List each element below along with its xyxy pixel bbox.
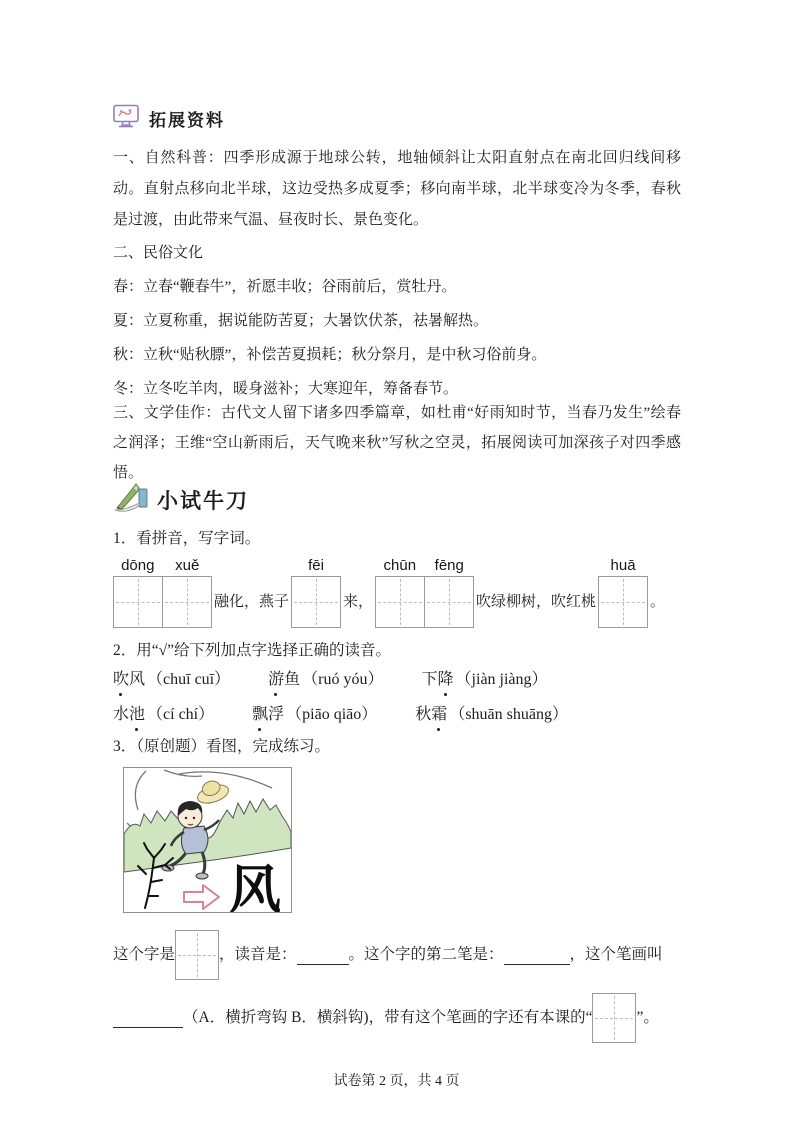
q3-text-1: 这个字是 — [113, 946, 176, 963]
writing-pen-icon — [113, 483, 149, 518]
folk-item-autumn: 秋：立秋“贴秋膘”，补偿苦夏损耗；秋分祭月，是中秋习俗前身。 — [113, 347, 547, 363]
writing-grid-hua[interactable] — [598, 558, 648, 628]
pinyin-label: huā — [610, 557, 636, 574]
page-footer: 试卷第 2 页，共 4 页 — [333, 1074, 460, 1089]
pronunciation-choice-row-2 — [113, 703, 681, 727]
answer-blank-stroke[interactable] — [504, 945, 570, 965]
pinyin-label: fēi — [308, 557, 324, 574]
monitor-icon — [113, 104, 139, 133]
exercise3-question-line-1 — [113, 930, 681, 980]
wind-illustration — [123, 767, 292, 913]
writing-grid-chun-feng[interactable] — [375, 558, 474, 628]
practice-section-title: 小试牛刀 — [157, 489, 249, 513]
pinyin-choice-item[interactable]: 游鱼 （ruó yóu） — [268, 668, 383, 692]
pinyin-writing-exercise-row — [113, 558, 681, 628]
exercise3-question-line-2 — [113, 993, 681, 1043]
answer-blank-stroke-name[interactable] — [113, 1008, 183, 1028]
exercise2-title: 2．用“√”给下列加点字选择正确的读音。 — [113, 642, 392, 659]
flying-hat — [194, 777, 231, 807]
answer-grid-1[interactable] — [175, 930, 219, 980]
pinyin-label: chūn fēng — [383, 557, 464, 574]
section-title-extended-materials: 拓展资料 — [149, 110, 225, 130]
exercise1-text-2: 来， — [343, 594, 374, 610]
pinyin-choice-item[interactable]: 水池 （cí chí） — [113, 703, 214, 727]
answer-blank-reading[interactable] — [297, 945, 349, 965]
folk-item-winter: 冬：立冬吃羊肉，暖身滋补；大寒迎年，筹备春节。 — [113, 381, 459, 397]
practice-section-header — [113, 484, 681, 516]
extended-materials-header — [113, 104, 681, 132]
exercise1-text-3: 吹绿柳树，吹红桃 — [476, 594, 597, 610]
q3-text-2: ，读音是： — [219, 946, 297, 963]
exercise3-title: 3．（原创题）看图，完成练习。 — [113, 738, 331, 755]
exercise1-title: 1．看拼音，写字词。 — [113, 530, 261, 547]
q3-text-4: ，这个笔画叫 — [569, 946, 663, 963]
q3-text-3: 。这个字的第二笔是： — [348, 946, 504, 963]
folk-culture-title: 二、民俗文化 — [113, 245, 204, 261]
literature-paragraph: 三、文学佳作：古代文人留下诸多四季篇章，如杜甫“好雨知时节，当春乃发生”绘春之润泽；王维“空山新雨后，天气晚来秋”写秋之空灵，拓展阅读可加深孩子对四季感悟。 — [113, 405, 681, 481]
exercise1-text-4: 。 — [650, 594, 666, 610]
writing-grid-fei[interactable] — [291, 558, 341, 628]
arrow-icon — [184, 885, 219, 909]
pinyin-label: dōng xuě — [121, 557, 200, 574]
pinyin-choice-item[interactable]: 吹风 （chuī cuī） — [113, 668, 230, 692]
q3-text-5: （A．横折弯钩 B．横斜钩)，带有这个笔画的字还有本课的“ — [183, 1009, 593, 1026]
q3-text-6: ”。 — [636, 1009, 659, 1026]
answer-grid-2[interactable] — [592, 993, 636, 1043]
pinyin-choice-item[interactable]: 下降 （jiàn jiàng） — [422, 668, 548, 692]
writing-grid-dong-xue[interactable] — [113, 558, 212, 628]
seal-character: 风 — [228, 863, 282, 912]
folk-item-spring: 春：立春“鞭春牛”，祈愿丰收；谷雨前后，赏牡丹。 — [113, 279, 457, 295]
folk-item-summer: 夏：立夏称重，据说能防苦夏；大暑饮伏茶，祛暑解热。 — [113, 313, 489, 329]
pinyin-choice-item[interactable]: 秋霜 （shuān shuāng） — [415, 703, 568, 727]
pronunciation-choice-row-1 — [113, 668, 681, 692]
science-paragraph: 一、自然科普：四季形成源于地球公转，地轴倾斜让太阳直射点在南北回归线间移动。直射点移向北半球，这边受热多成夏季；移向南半球，北半球变冷为冬季，春秋是过渡，由此带来气温、昼夜时长、景色变化。 — [113, 150, 681, 228]
exercise1-text-1: 融化，燕子 — [214, 594, 290, 610]
pinyin-choice-item[interactable]: 飘浮 （piāo qiāo） — [252, 703, 377, 727]
